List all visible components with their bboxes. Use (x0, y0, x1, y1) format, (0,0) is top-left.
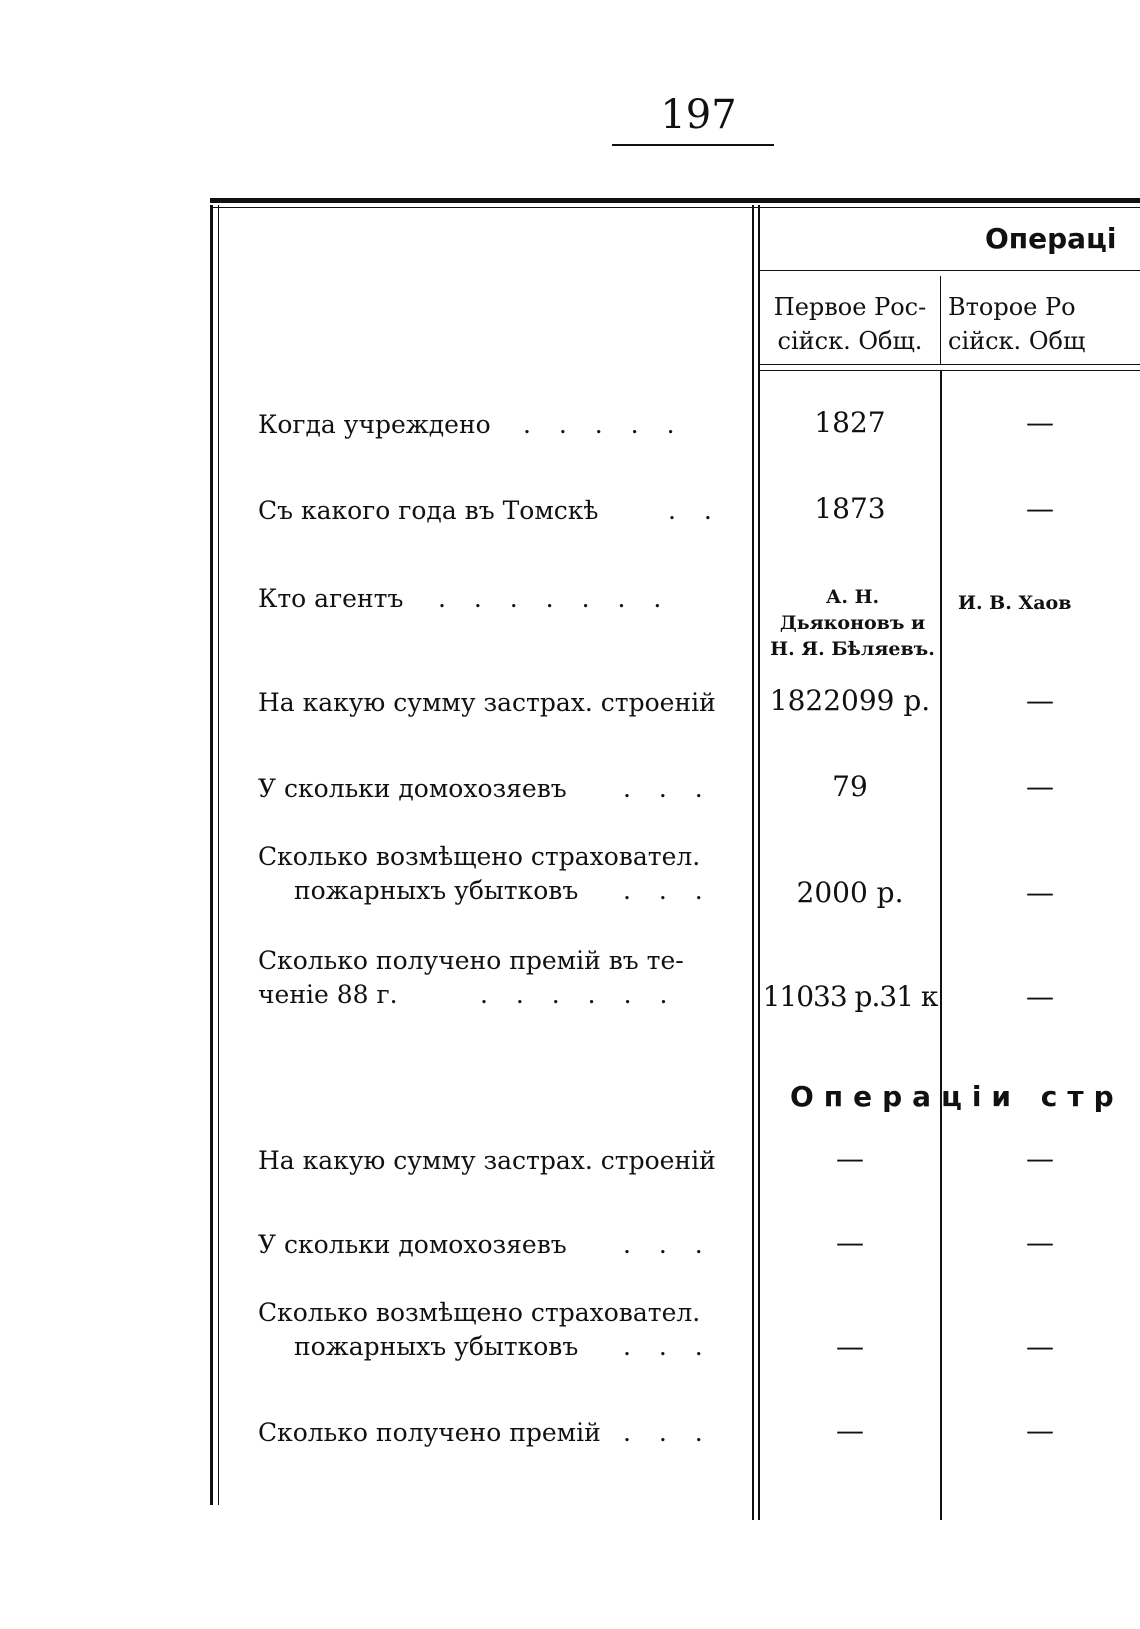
left-border-outer (210, 205, 213, 1505)
header-rule-2 (760, 370, 1140, 371)
group-header: Операці (985, 222, 1117, 255)
cell-col1: — (836, 1414, 864, 1447)
row-label: На какую сумму застрах. строеній (258, 1146, 716, 1175)
row-label: Кто агентъ . . . . . . . (258, 584, 672, 613)
cell-col2: — (1026, 1226, 1054, 1259)
column-divider-lower (940, 370, 942, 1520)
left-border-inner (218, 205, 219, 1505)
cell-col2: — (1026, 876, 1054, 909)
row-label: У скольки домохозяевъ . . . (258, 1230, 713, 1259)
cell-col1: 1827 (814, 406, 886, 439)
group-header-rule (760, 270, 1140, 271)
cell-col1: — (836, 1330, 864, 1363)
cell-col2: — (1026, 1142, 1054, 1175)
cell-col1: 79 (832, 770, 868, 803)
cell-col1: — (836, 1226, 864, 1259)
page-number: 197 (660, 92, 737, 138)
row-label: На какую сумму застрах. строеній (258, 688, 716, 717)
cell-col1-agent: А. Н. Дьяконовъ и Н. Я. Бѣляевъ. (770, 586, 935, 660)
column-header-1-line2: сійск. Общ. (777, 327, 923, 355)
row-label: Сколько получено премій въ те- ченіе 88 г. . . . . . . (258, 946, 684, 1009)
cell-col1: — (836, 1142, 864, 1175)
column-header-1 (760, 290, 940, 358)
top-rule-thin (210, 207, 1140, 208)
column-divider-upper (940, 276, 941, 364)
cell-col2: — (1026, 770, 1054, 803)
cell-col1: 11033 р.31 к (762, 980, 938, 1013)
row-label: Сколько возмѣщено страховател. пожарныхъ убытковъ . . . (258, 842, 713, 905)
cell-col2-agent: И. В. Хаов (958, 592, 1072, 614)
section-2-title: Операціи стр (790, 1080, 1124, 1113)
column-header-2-line2: сійск. Общ (948, 327, 1086, 355)
cell-col2: — (1026, 684, 1054, 717)
cell-col2: — (1026, 492, 1054, 525)
label-column-divider-a (752, 205, 754, 1520)
cell-col1: 2000 р. (796, 876, 904, 909)
cell-col2: — (1026, 980, 1054, 1013)
column-header-2 (948, 290, 1085, 358)
row-label: Сколько получено премій . . . (258, 1418, 713, 1447)
row-label: Сколько возмѣщено страховател. пожарныхъ убытковъ . . . (258, 1298, 713, 1361)
cell-col2: — (1026, 1330, 1054, 1363)
cell-col2: — (1026, 406, 1054, 439)
row-label: У скольки домохозяевъ . . . (258, 774, 713, 803)
row-label: Съ какого года въ Томскѣ . . (258, 496, 722, 525)
column-header-2-line1: Второе Ро (948, 293, 1076, 321)
cell-col2: — (1026, 1414, 1054, 1447)
header-rule-1 (760, 364, 1140, 365)
cell-col1: 1822099 р. (769, 684, 931, 717)
column-header-1-line1: Первое Рос- (773, 293, 927, 321)
row-label: Когда учреждено . . . . . (258, 410, 685, 439)
label-column-divider-b (758, 205, 760, 1520)
page-number-rule (612, 144, 774, 146)
top-rule-thick (210, 198, 1140, 203)
cell-col1: 1873 (814, 492, 886, 525)
